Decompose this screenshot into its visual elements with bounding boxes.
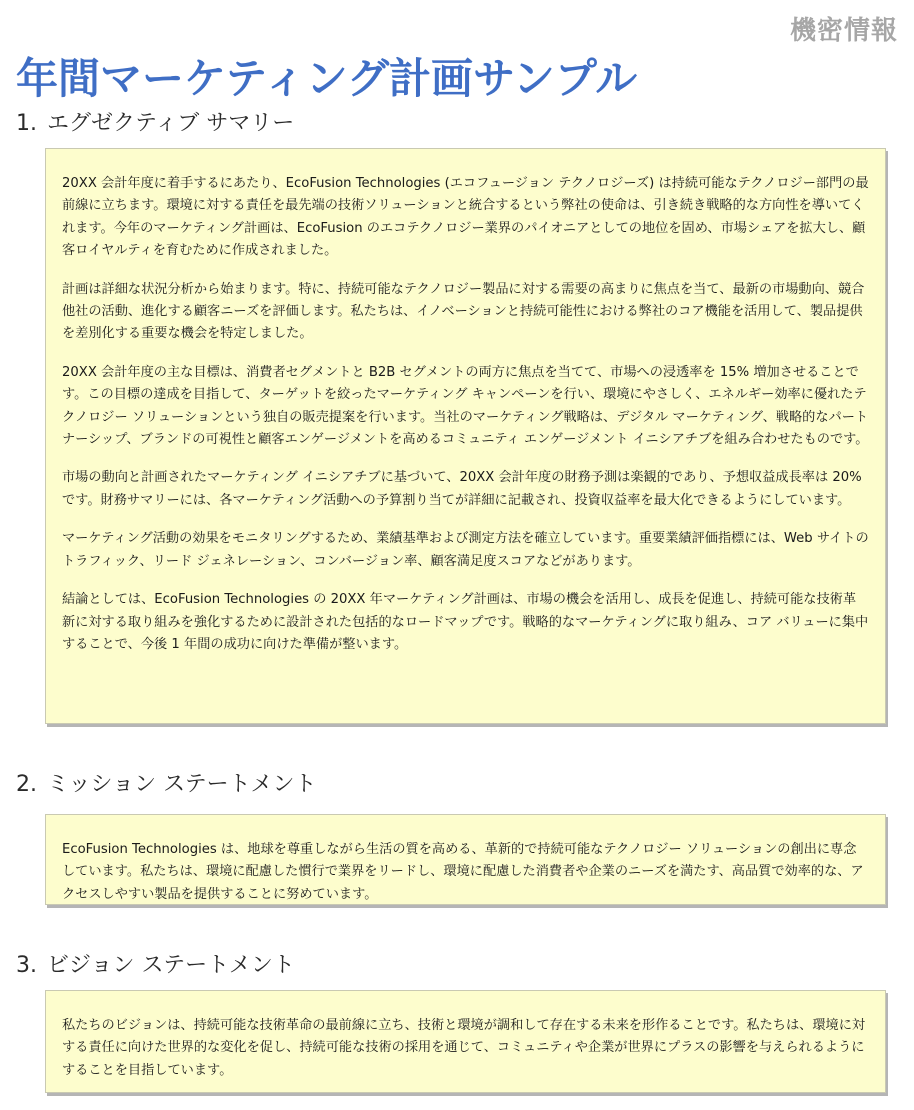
section-heading-vision-statement <box>16 948 295 979</box>
paragraph: 20XX 会計年度の主な目標は、消費者セグメントと B2B セグメントの両方に焦点を当てて、市場への浸透率を 15% 増加させることです。この目標の達成を目指して、ターゲットを絞ったマーケティング キャンペーンを行い、環境にやさしく、エネルギー効率に優れたテクノロジー ソリューションという独自の販売提案を行います。当社のマーケティング戦略は、デジタル マーケティング、戦略的なパートナーシップ、ブランドの可視性と顧客エンゲージメントを高めるコミュニティ エンゲージメント イニシアチブを組み合わせたものです。 <box>62 364 869 448</box>
paragraph: EcoFusion Technologies は、地球を尊重しながら生活の質を高める、革新的で持続可能なテクノロジー ソリューションの創出に専念しています。私たちは、環境に配慮した慣行で業界をリードし、環境に配慮した消費者や企業のニーズを満たす、高品質で効率的な、アクセスしやすい製品を提供することに努めています。 <box>62 842 864 902</box>
section-title: ミッション ステートメント <box>47 772 317 797</box>
section-number: 2. <box>16 772 37 797</box>
paragraph: 計画は詳細な状況分析から始まります。特に、持続可能なテクノロジー製品に対する需要の高まりに焦点を当て、最新の市場動向、競合他社の活動、進化する顧客ニーズを評価します。私たちは、イノベーションと持続可能性における弊社のコア機能を活用して、製品提供を差別化する重要な機会を特定しました。 <box>62 281 865 342</box>
section-number: 1. <box>16 111 37 136</box>
executive-summary-box <box>45 148 886 724</box>
section-number: 3. <box>16 953 37 978</box>
section-heading-executive-summary <box>16 106 294 137</box>
page-title: 年間マーケティング計画サンプル <box>16 54 638 103</box>
mission-statement-box <box>45 814 886 905</box>
paragraph: マーケティング活動の効果をモニタリングするため、業績基準および測定方法を確立しています。重要業績評価指標には、Web サイトのトラフィック、リード ジェネレーション、コンバージョン率、顧客満足度スコアなどがあります。 <box>62 531 869 569</box>
paragraph: 私たちのビジョンは、持続可能な技術革命の最前線に立ち、技術と環境が調和して存在する未来を形作ることです。私たちは、環境に対する責任に向けた世界的な変化を促し、持続可能な技術の採用を通じて、コミュニティや企業が世界にプラスの影響を与えられるようにすることを目指しています。 <box>62 1018 866 1078</box>
paragraph: 結論としては、EcoFusion Technologies の 20XX 年マーケティング計画は、市場の機会を活用し、成長を促進し、持続可能な技術革新に対する取り組みを強化するために設計された包括的なロードマップです。戦略的なマーケティングに取り組み、コア バリューに集中することで、今後 1 年間の成功に向けた準備が整います。 <box>62 592 869 652</box>
paragraph: 市場の動向と計画されたマーケティング イニシアチブに基づいて、20XX 会計年度の財務予測は楽観的であり、予想収益成長率は 20% です。財務サマリーには、各マーケティング活動への予算割り当てが詳細に記載され、投資収益率を最大化できるようにしています。 <box>62 470 862 508</box>
section-title: エグゼクティブ サマリー <box>47 111 295 136</box>
vision-statement-box <box>45 990 886 1093</box>
paragraph: 20XX 会計年度に着手するにあたり、EcoFusion Technologies (エコフュージョン テクノロジーズ) は持続可能なテクノロジー部門の最前線に立ちます。環境に対する責任を最先端の技術ソリューションと統合するという弊社の使命は、引き続き戦略的な方向性を導いてくれます。今年のマーケティング計画は、EcoFusion のエコテクノロジー業界のパイオニアとしての地位を固め、市場シェアを拡大し、顧客ロイヤルティを育むために作成されました。 <box>62 176 869 259</box>
section-heading-mission-statement <box>16 767 316 798</box>
section-title: ビジョン ステートメント <box>47 953 295 978</box>
confidential-label: 機密情報 <box>789 16 898 46</box>
